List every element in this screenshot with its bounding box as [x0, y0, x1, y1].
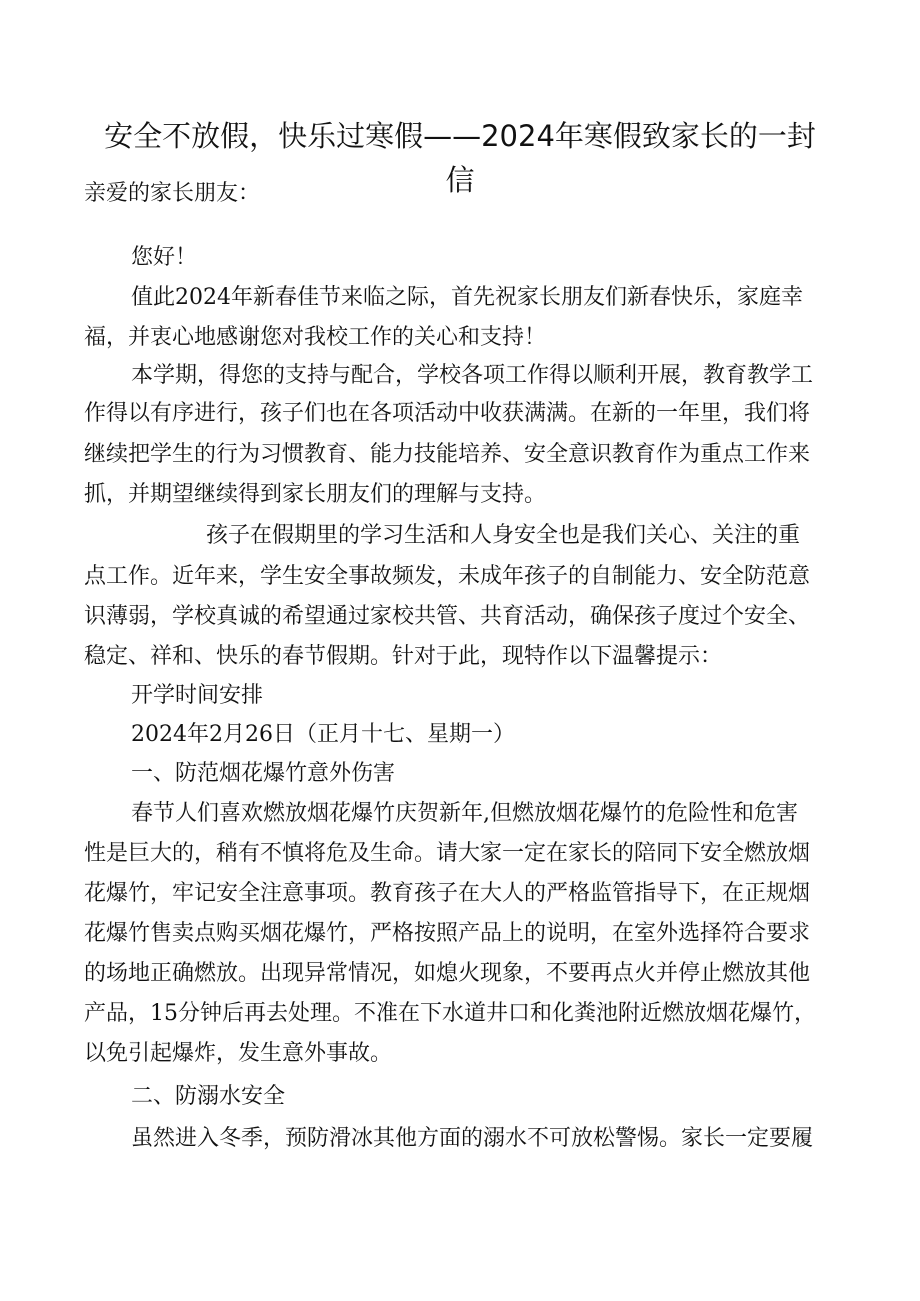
paragraph-3-line: 孩子在假期里的学习生活和人身安全也是我们关心、关注的重	[206, 523, 801, 548]
paragraph-1-line: 值此2024年新春佳节来临之际，首先祝家长朋友们新春快乐，家庭幸	[131, 285, 803, 310]
schedule-date: 2024年2月26日（正月十七、星期一）	[131, 722, 515, 747]
document-title-line-2: 信	[445, 163, 475, 197]
paragraph-2-line: 继续把学生的行为习惯教育、能力技能培养、安全意识教育作为重点工作来	[84, 442, 811, 467]
section-2-heading: 二、防溺水安全	[131, 1084, 286, 1109]
schedule-heading: 开学时间安排	[131, 683, 264, 708]
section-1-line: 以免引起爆炸，发生意外事故。	[84, 1041, 393, 1066]
salutation: 亲爱的家长朋友：	[84, 181, 261, 206]
paragraph-2-line: 作得以有序进行，孩子们也在各项活动中收获满满。在新的一年里，我们将	[84, 401, 811, 426]
section-1-line: 花爆竹，牢记安全注意事项。教育孩子在大人的严格监管指导下，在正规烟	[84, 881, 811, 906]
greeting-line: 您好！	[131, 245, 198, 270]
document-title-line-1: 安全不放假，快乐过寒假——2024年寒假致家长的一封	[104, 119, 816, 153]
section-2-line: 虽然进入冬季，预防滑冰其他方面的溺水不可放松警惕。家长一定要履	[131, 1126, 814, 1151]
paragraph-3-line: 稳定、祥和、快乐的春节假期。针对于此，现特作以下温馨提示：	[84, 644, 723, 669]
section-1-line: 春节人们喜欢燃放烟花爆竹庆贺新年,但燃放烟花爆竹的危险性和危害	[131, 801, 798, 826]
section-1-line: 的场地正确燃放。出现异常情况，如熄火现象，不要再点火并停止燃放其他	[84, 961, 811, 986]
section-1-heading: 一、防范烟花爆竹意外伤害	[131, 761, 396, 786]
paragraph-2-line: 本学期，得您的支持与配合，学校各项工作得以顺利开展，教育教学工	[131, 363, 814, 388]
paragraph-3-line: 识薄弱，学校真诚的希望通过家校共管、共育活动，确保孩子度过个安全、	[84, 604, 811, 629]
section-1-line: 产品，15分钟后再去处理。不准在下水道井口和化粪池附近燃放烟花爆竹，	[84, 1001, 816, 1026]
paragraph-3-line: 点工作。近年来，学生安全事故频发，未成年孩子的自制能力、安全防范意	[84, 564, 811, 589]
section-1-line: 性是巨大的，稍有不慎将危及生命。请大家一定在家长的陪同下安全燃放烟	[84, 841, 811, 866]
paragraph-2-line: 抓，并期望继续得到家长朋友们的理解与支持。	[84, 482, 547, 507]
paragraph-1-line: 福，并衷心地感谢您对我校工作的关心和支持！	[84, 325, 547, 350]
section-1-line: 花爆竹售卖点购买烟花爆竹，严格按照产品上的说明，在室外选择符合要求	[84, 921, 811, 946]
